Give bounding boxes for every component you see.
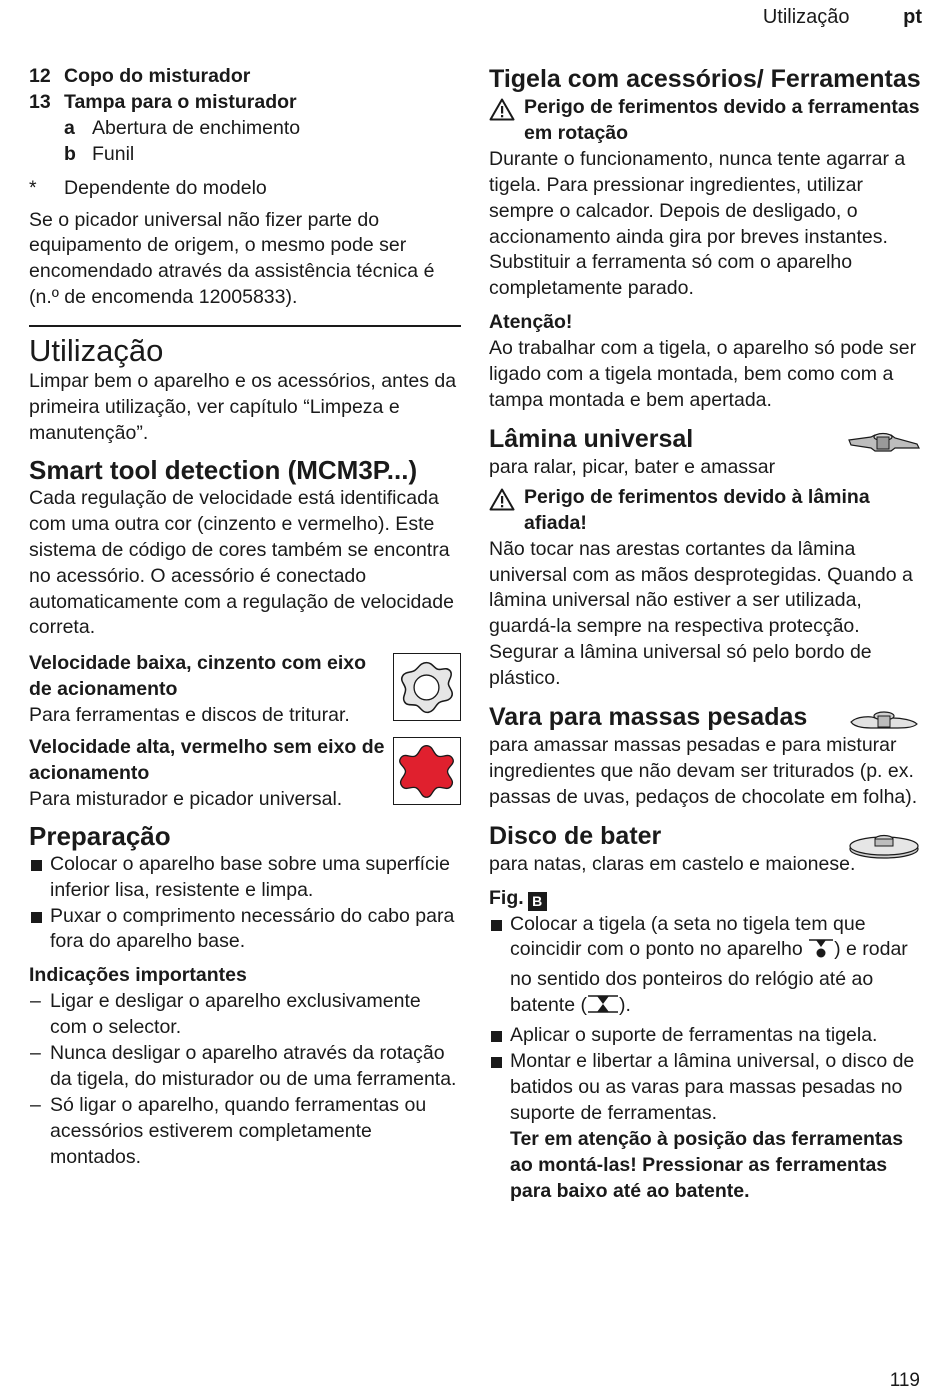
lamina-subtitle: para ralar, picar, bater e amassar (489, 455, 776, 478)
header-language: pt (903, 6, 922, 28)
figure-reference: Fig. B (489, 886, 921, 912)
disco-block (489, 821, 921, 878)
vara-title: Vara para massas pesadas (489, 703, 808, 732)
list-item: Colocar o aparelho base sobre uma superfície inferior lisa, resistente e limpa. (29, 852, 461, 904)
speed-low-title: Velocidade baixa, cinzento com eixo de acionamento (29, 652, 367, 701)
section-title-utilizacao: Utilização (29, 333, 164, 369)
tigela-title: Tigela com acessórios/ Ferramentas (489, 65, 921, 93)
preparacao-list (29, 852, 461, 956)
right-column (489, 64, 921, 1205)
gray-drive-gear-icon (393, 653, 461, 721)
lamina-block (489, 424, 921, 481)
header-section: Utilização (762, 6, 850, 28)
disco-title: Disco de bater (489, 821, 662, 850)
lamina-title: Lâmina universal (489, 424, 694, 453)
attention-paragraph: Ao trabalhar com a tigela, o aparelho só pode ser ligado com a tigela montada, bem como com a tampa montada e bem apertada. (489, 337, 917, 411)
page-header (763, 6, 922, 29)
tigela-paragraph: Durante o funcionamento, nunca tente agarrar a tigela. Para pressionar ingredientes, utilizar sempre o calcador. Depois de desligado, o accionamento ainda gira por breves instantes. Substituir a ferramenta só com o aparelho completamente parado. (489, 147, 906, 300)
dough-hook-icon (847, 706, 921, 736)
figure-letter-badge: B (528, 892, 547, 911)
lamina-warning: Perigo de ferimentos devido à lâmina afiada! (489, 485, 921, 537)
speed-high-block (29, 735, 461, 813)
vara-paragraph: para amassar massas pesadas e para misturar ingredientes que não devam ser triturados (p. ex. passas de uvas, pedaços de chocolate em folha). (489, 734, 918, 808)
universal-blade-icon (847, 426, 921, 458)
warning-triangle-icon (489, 95, 524, 147)
stop-symbol-icon (587, 993, 619, 1023)
speed-high-text: Para misturador e picador universal. (29, 787, 343, 810)
disco-paragraph: para natas, claras em castelo e maionese. (489, 852, 856, 875)
smart-tool-paragraph: Cada regulação de velocidade está identificada com uma outra cor (cinzento e vermelho). Este sistema de código de cores também se encontra no acessório. O acessório é conectado automaticamente com a regulação de velocidade correta. (29, 486, 454, 639)
part-item: 13 Tampa para o misturador (29, 90, 297, 113)
page-number: 119 (889, 1370, 920, 1391)
speed-low-block (29, 651, 461, 729)
indicacoes-list (29, 989, 461, 1170)
tigela-warning: Perigo de ferimentos devido a ferramentas em rotação (489, 95, 921, 147)
smart-tool-title: Smart tool detection (MCM3P...) (29, 454, 418, 485)
footnote: * Dependente do modelo (29, 176, 267, 199)
speed-low-text: Para ferramentas e discos de triturar. (29, 704, 350, 727)
align-dot-symbol-icon (808, 937, 834, 967)
fig-steps-list (489, 912, 921, 1205)
lamina-paragraph: Não tocar nas arestas cortantes da lâmina universal com as mãos desprotegidas. Quando a lâmina universal não estiver a ser utilizada, guardá-la sempre na respectiva protecção. Segurar a lâmina universal só pelo bordo de plástico. (489, 537, 913, 690)
left-column (29, 64, 461, 1171)
list-item: – Nunca desligar o aparelho através da rotação da tigela, do misturador ou de uma ferramenta. (30, 1042, 457, 1090)
intro-paragraph: Se o picador universal não fizer parte do equipamento de origem, o mesmo pode ser encomendado através da assistência técnica é (n.º de encomenda 12005833). (29, 208, 435, 309)
subpart-item: a Abertura de enchimento (64, 116, 301, 139)
preparacao-title: Preparação (29, 820, 171, 851)
list-item: – Ligar e desligar o aparelho exclusivamente com o selector. (30, 990, 421, 1039)
indicacoes-title: Indicações importantes (29, 964, 247, 987)
list-item: Montar e libertar a lâmina universal, o disco de batidos ou as varas para massas pesadas no suporte de ferramentas. Ter em atenção à posição das ferramentas ao montá-las! Pressionar as ferramentas para baixo até ao batente. (489, 1049, 921, 1204)
vara-block (489, 702, 921, 811)
section-divider (29, 325, 461, 327)
whisking-disc-icon (847, 827, 921, 861)
warning-triangle-icon (489, 485, 524, 537)
utilizacao-paragraph: Limpar bem o aparelho e os acessórios, antes da primeira utilização, ver capítulo “Limpeza e manutenção”. (29, 370, 457, 444)
list-item: Puxar o comprimento necessário do cabo para fora do aparelho base. (29, 904, 461, 956)
list-item: Aplicar o suporte de ferramentas na tigela. (489, 1023, 921, 1049)
list-item: Colocar a tigela (a seta no tigela tem que coincidir com o ponto no aparelho ) e rodar no sentido dos ponteiros do relógio até ao batente ( ). (489, 912, 921, 1024)
subpart-item: b Funil (64, 142, 135, 165)
attention-title: Atenção! (489, 311, 573, 334)
list-item: – Só ligar o aparelho, quando ferramentas ou acessórios estiverem completamente montados. (30, 1093, 427, 1168)
part-item: 12 Copo do misturador (29, 65, 251, 87)
red-drive-icon (393, 737, 461, 805)
speed-high-title: Velocidade alta, vermelho sem eixo de acionamento (29, 736, 385, 784)
